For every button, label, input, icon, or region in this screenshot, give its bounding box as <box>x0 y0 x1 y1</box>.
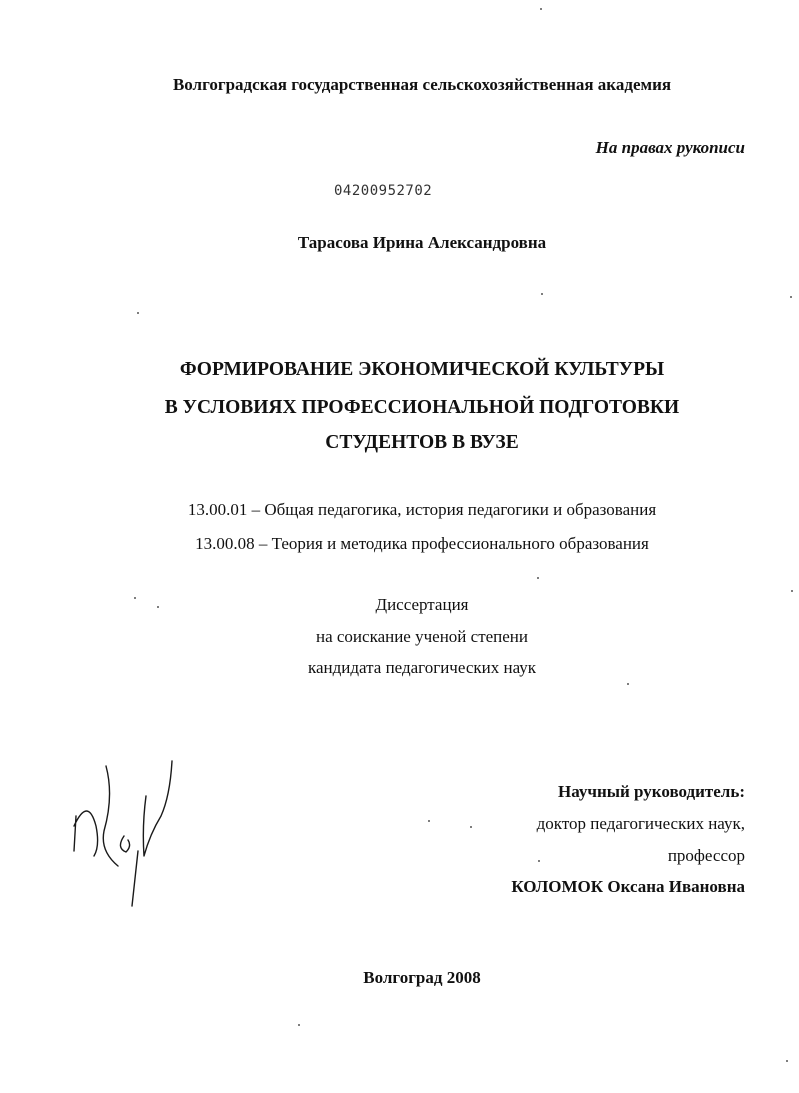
scan-speck <box>541 293 543 295</box>
title-line: ФОРМИРОВАНИЕ ЭКОНОМИЧЕСКОЙ КУЛЬТУРЫ <box>179 359 665 380</box>
supervisor-degree: доктор педагогических наук, <box>536 814 745 833</box>
supervisor-name: КОЛОМОК Оксана Ивановна <box>511 877 745 896</box>
scan-speck <box>786 1060 788 1062</box>
title-line: СТУДЕНТОВ В ВУЗЕ <box>325 432 519 453</box>
scan-speck <box>157 606 159 608</box>
scan-speck <box>540 8 542 10</box>
scan-speck <box>627 683 629 685</box>
city-year: Волгоград 2008 <box>363 968 481 987</box>
scan-speck <box>137 312 139 314</box>
scan-speck <box>428 820 430 822</box>
scan-speck <box>537 577 539 579</box>
scan-speck <box>134 597 136 599</box>
dissertation-line: Диссертация <box>375 595 469 614</box>
scan-speck <box>298 1024 300 1026</box>
manuscript-note: На правах рукописи <box>595 138 745 157</box>
scan-speck <box>790 296 792 298</box>
scan-speck <box>538 860 540 862</box>
scan-speck <box>791 590 793 592</box>
specialty-line: 13.00.01 – Общая педагогика, история педагогики и образования <box>187 500 657 519</box>
scan-speck <box>470 826 472 828</box>
catalog-number: 04200952702 <box>334 183 433 199</box>
handwritten-signature-icon <box>66 756 176 916</box>
dissertation-line: кандидата педагогических наук <box>307 658 537 677</box>
specialty-line: 13.00.08 – Теория и методика профессионального образования <box>195 534 649 553</box>
author-name: Тарасова Ирина Александровна <box>297 233 547 252</box>
institution-name: Волгоградская государственная сельскохозяйственная академия <box>172 75 672 94</box>
dissertation-line: на соискание ученой степени <box>315 627 529 646</box>
title-line: В УСЛОВИЯХ ПРОФЕССИОНАЛЬНОЙ ПОДГОТОВКИ <box>164 397 680 418</box>
supervisor-rank: профессор <box>667 846 745 865</box>
supervisor-label: Научный руководитель: <box>558 782 745 801</box>
